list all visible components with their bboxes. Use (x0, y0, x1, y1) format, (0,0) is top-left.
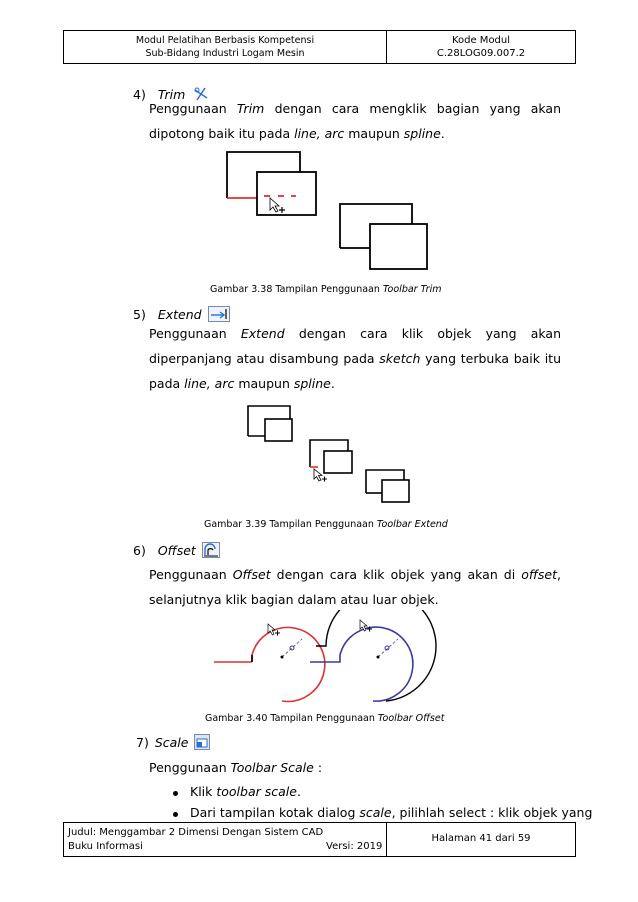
trim-figure (220, 148, 430, 278)
scale-icon (194, 734, 210, 753)
module-code-label: Kode Modul (451, 35, 511, 46)
scale-paragraph (149, 760, 322, 775)
item-title: Offset (157, 543, 196, 558)
emphasis: sketch (379, 351, 421, 366)
item-number: 7) (136, 735, 149, 750)
text: , pilihlah select : klik objek yang (391, 805, 593, 820)
text: dengan cara klik objek yang akan diperpanjang atau disambung pada (149, 326, 561, 366)
text: Penggunaan (149, 326, 241, 341)
text: . (440, 126, 445, 141)
caption-text: Gambar 3.40 Tampilan Penggunaan (205, 713, 378, 724)
emphasis: spline (403, 126, 441, 141)
emphasis: line, arc (184, 376, 235, 391)
trim-paragraph (149, 96, 561, 146)
caption-text: Gambar 3.38 Tampilan Penggunaan (210, 284, 383, 295)
cursor-icon (268, 624, 280, 636)
emphasis: spline (293, 376, 331, 391)
item-number: 5) (133, 307, 146, 322)
emphasis: line, arc (294, 126, 345, 141)
sub-field: Sub-Bidang Industri Logam Mesin (145, 48, 305, 59)
emphasis: toolbar scale (216, 784, 297, 799)
item-title: Scale (154, 735, 189, 750)
extend-figure (244, 402, 416, 512)
bullet-dot (173, 812, 178, 817)
figure-caption-offset (205, 713, 444, 724)
page-number: Halaman 41 dari 59 (431, 833, 531, 844)
section-scale-heading (136, 734, 210, 753)
cursor-icon (270, 198, 285, 213)
version: Versi: 2019 (326, 841, 383, 852)
caption-emphasis: Toolbar Offset (377, 713, 445, 724)
text: maupun (234, 376, 294, 391)
section-offset-heading (133, 542, 220, 561)
text: : (313, 760, 323, 775)
header-left-cell (64, 31, 386, 63)
offset-icon (202, 542, 220, 561)
emphasis: Extend (240, 326, 285, 341)
text: . (330, 376, 335, 391)
header-right-cell (387, 31, 575, 63)
book-type: Buku Informasi (68, 841, 143, 852)
scale-bullet-2 (190, 805, 593, 820)
extend-paragraph (149, 321, 561, 396)
emphasis: scale (359, 805, 392, 820)
caption-emphasis: Toolbar Trim (382, 284, 442, 295)
text: , selanjutnya klik bagian dalam atau luar objek. (149, 567, 561, 607)
emphasis: Toolbar Scale (230, 760, 314, 775)
emphasis: Offset (232, 567, 271, 582)
module-title: Modul Pelatihan Berbasis Kompetensi (135, 35, 315, 46)
offset-paragraph (149, 562, 561, 612)
text: Klik (190, 784, 217, 799)
item-title: Extend (157, 307, 202, 322)
cursor-icon (314, 469, 327, 482)
emphasis: Trim (236, 101, 265, 116)
page-footer (63, 822, 576, 857)
text: . (296, 784, 301, 799)
text: Dari tampilan kotak dialog (190, 805, 360, 820)
item-number: 6) (133, 543, 146, 558)
figure-caption-trim (210, 284, 441, 295)
text: maupun (344, 126, 404, 141)
caption-text: Gambar 3.39 Tampilan Penggunaan (204, 519, 377, 530)
text: Penggunaan (149, 760, 231, 775)
page-header (63, 30, 576, 64)
text: dengan cara mengklik bagian yang akan dipotong baik itu pada (149, 101, 561, 141)
item-title: Trim (157, 87, 186, 102)
caption-emphasis: Toolbar Extend (376, 519, 448, 530)
figure-caption-extend (204, 519, 448, 530)
module-code: C.28LOG09.007.2 (436, 48, 526, 59)
document-title: Judul: Menggambar 2 Dimensi Dengan Sistem CAD (68, 827, 324, 838)
emphasis: offset (521, 567, 557, 582)
offset-figure (210, 610, 450, 710)
text: Penggunaan (149, 567, 233, 582)
text: yang terbuka baik itu pada (149, 351, 561, 391)
scale-bullet-1 (190, 784, 301, 799)
item-number: 4) (133, 87, 146, 102)
bullet-dot (173, 791, 178, 796)
text: dengan cara klik objek yang akan di (270, 567, 522, 582)
text: Penggunaan (149, 101, 237, 116)
